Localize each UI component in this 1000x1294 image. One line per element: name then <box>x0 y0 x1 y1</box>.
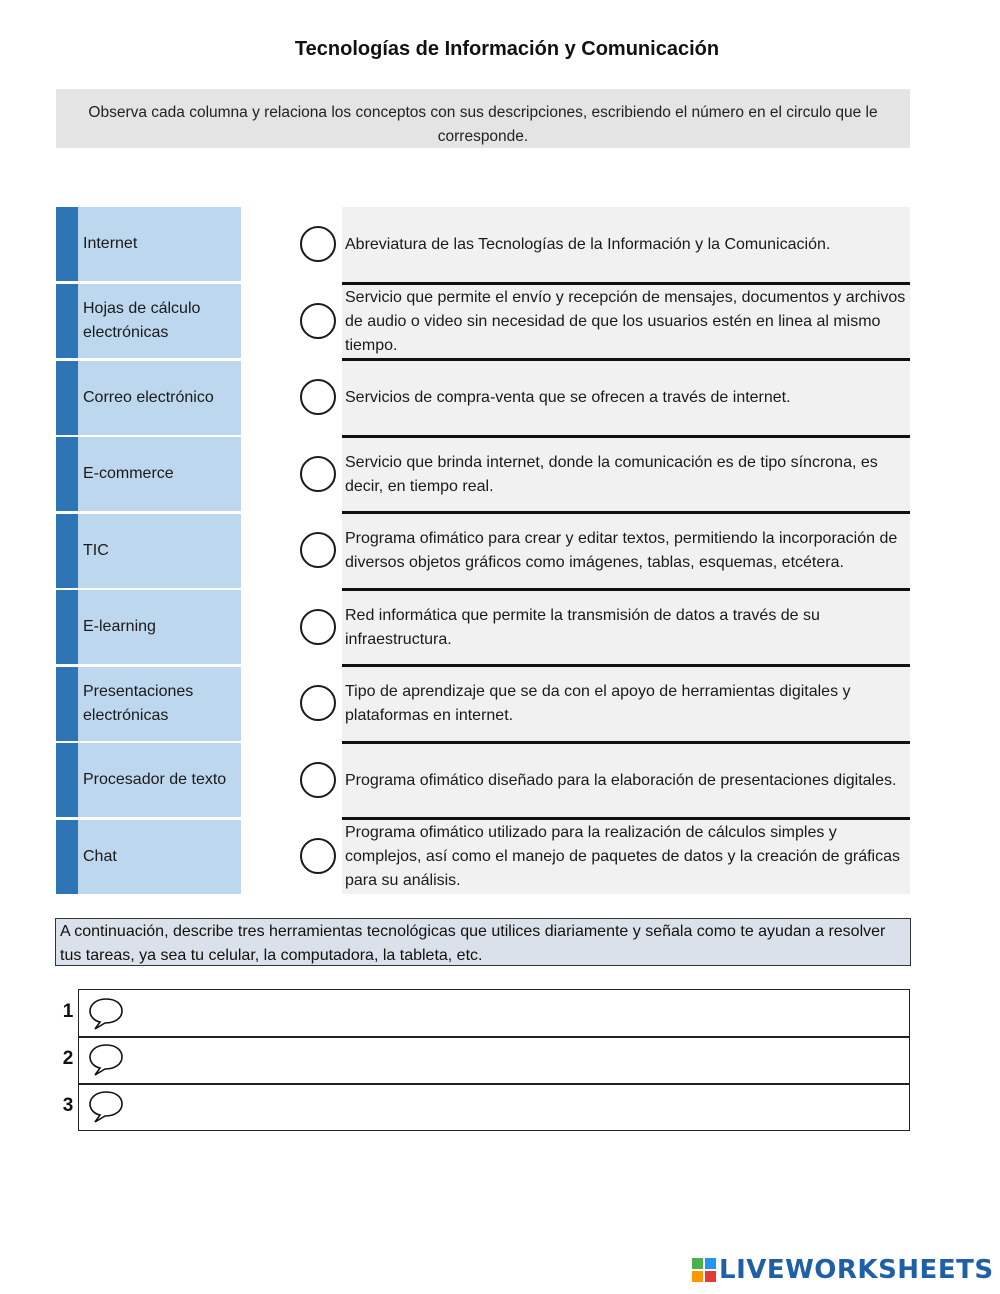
row-divider <box>79 1036 909 1038</box>
description-item: Servicio que brinda internet, donde la comunicación es de tipo síncrona, es decir, en tiempo real. <box>342 438 910 511</box>
concept-label: TIC <box>83 542 109 559</box>
description-item: Programa ofimático utilizado para la realización de cálculos simples y complejos, así como el manejo de paquetes de datos y la creación de gráficas para su análisis. <box>342 820 910 894</box>
concept-item <box>56 743 241 817</box>
concept-item <box>56 284 241 358</box>
concept-label: Correo electrónico <box>83 389 214 406</box>
concept-item <box>56 207 241 281</box>
speech-bubble-icon <box>88 1042 124 1078</box>
row-divider <box>79 1083 909 1085</box>
concept-accent-bar <box>56 284 78 358</box>
concept-label: E-commerce <box>83 465 174 482</box>
concept-accent-bar <box>56 514 78 588</box>
answer-circle-1[interactable] <box>300 226 336 262</box>
concept-accent-bar <box>56 667 78 741</box>
answer-number: 1 <box>62 1001 74 1022</box>
answer-circle-6[interactable] <box>300 609 336 645</box>
speech-bubble-icon <box>88 1089 124 1125</box>
concept-item <box>56 667 241 741</box>
description-item: Programa ofimático diseñado para la elaboración de presentaciones digitales. <box>342 744 910 817</box>
answer-circle-8[interactable] <box>300 762 336 798</box>
concept-accent-bar <box>56 590 78 664</box>
description-item: Servicios de compra-venta que se ofrecen a través de internet. <box>342 361 910 435</box>
answer-circle-9[interactable] <box>300 838 336 874</box>
answer-circle-5[interactable] <box>300 532 336 568</box>
concept-accent-bar <box>56 437 78 511</box>
description-item: Programa ofimático para crear y editar textos, permitiendo la incorporación de diversos objetos gráficos como imágenes, tablas, esquemas, etcétera. <box>342 514 910 588</box>
answers-table <box>78 989 910 1131</box>
concept-item <box>56 437 241 511</box>
speech-bubble-icon <box>88 996 124 1032</box>
instructions-text: Observa cada columna y relaciona los conceptos con sus descripciones, escribiendo el número en el circulo que le corresponde. <box>88 104 878 145</box>
concept-item <box>56 590 241 664</box>
concept-label: Chat <box>83 848 117 865</box>
concept-accent-bar <box>56 361 78 435</box>
concept-accent-bar <box>56 207 78 281</box>
liveworksheets-logo <box>692 1255 994 1285</box>
answer-circle-7[interactable] <box>300 685 336 721</box>
answer-circle-3[interactable] <box>300 379 336 415</box>
answer-row-3 <box>79 1083 909 1130</box>
concept-item <box>56 514 241 588</box>
answer-input-1[interactable] <box>127 996 903 1031</box>
concept-item <box>56 820 241 894</box>
description-item: Servicio que permite el envío y recepción de mensajes, documentos y archivos de audio o video sin necesidad de que los usuarios estén en linea al mismo tiempo. <box>342 285 910 358</box>
open-question-prompt: A continuación, describe tres herramientas tecnológicas que utilices diariamente y señala como te ayudan a resolver tus tareas, ya sea tu celular, la computadora, la tableta, etc. <box>55 918 911 966</box>
concept-label: Hojas de cálculo electrónicas <box>83 300 201 341</box>
answer-circle-4[interactable] <box>300 456 336 492</box>
answer-row-2 <box>79 1036 909 1083</box>
answer-input-2[interactable] <box>127 1042 903 1077</box>
concept-item <box>56 361 241 435</box>
answer-number: 2 <box>62 1048 74 1069</box>
answer-circle-2[interactable] <box>300 303 336 339</box>
description-item: Abreviatura de las Tecnologías de la Información y la Comunicación. <box>342 207 910 282</box>
description-item: Red informática que permite la transmisión de datos a través de su infraestructura. <box>342 591 910 664</box>
instructions-box <box>56 89 910 148</box>
answer-row-1 <box>79 990 909 1037</box>
concept-accent-bar <box>56 743 78 817</box>
concept-accent-bar <box>56 820 78 894</box>
answer-input-3[interactable] <box>127 1089 903 1124</box>
page-title: Tecnologías de Información y Comunicación <box>294 38 720 60</box>
answer-number: 3 <box>62 1095 74 1116</box>
logo-wordmark: LIVEWORKSHEETS <box>719 1255 994 1285</box>
concept-label: Internet <box>83 235 138 252</box>
concept-label: E-learning <box>83 618 156 635</box>
liveworksheets-logo-icon <box>692 1258 716 1282</box>
concept-label: Presentaciones electrónicas <box>83 683 194 724</box>
description-item: Tipo de aprendizaje que se da con el apoyo de herramientas digitales y plataformas en internet. <box>342 667 910 741</box>
concept-label: Procesador de texto <box>83 771 227 788</box>
